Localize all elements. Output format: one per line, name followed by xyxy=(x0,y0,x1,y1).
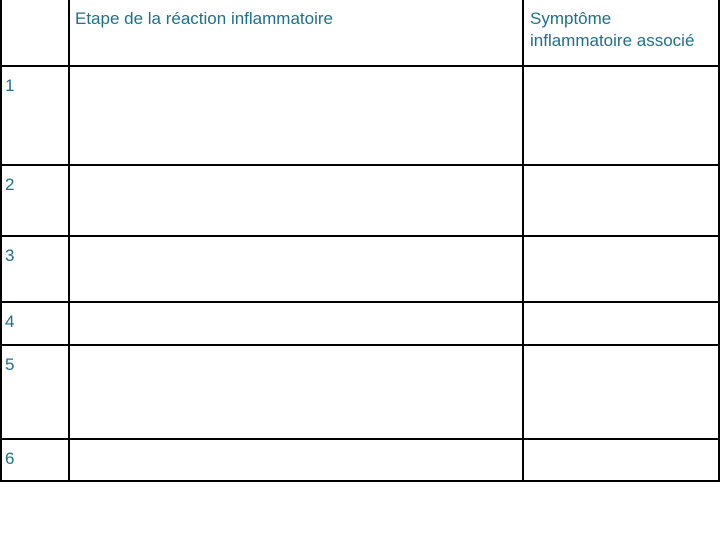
header-symptom-column: Symptôme inflammatoire associé xyxy=(530,9,695,50)
row-number-1: 1 xyxy=(5,76,15,95)
table-border-line xyxy=(0,0,2,482)
row-number-6: 6 xyxy=(5,449,15,468)
row-number-4: 4 xyxy=(5,312,15,331)
row-number-5: 5 xyxy=(5,355,15,374)
table-border-line xyxy=(0,480,720,482)
table-border-line xyxy=(0,438,720,440)
table-border-line xyxy=(0,301,720,303)
table-border-line xyxy=(0,164,720,166)
table-border-line xyxy=(522,0,524,482)
table-border-line xyxy=(0,344,720,346)
table-border-line xyxy=(0,235,720,237)
table-border-line xyxy=(68,0,70,482)
header-step-column: Etape de la réaction inflammatoire xyxy=(75,9,333,28)
row-number-2: 2 xyxy=(5,175,15,194)
row-number-3: 3 xyxy=(5,246,15,265)
